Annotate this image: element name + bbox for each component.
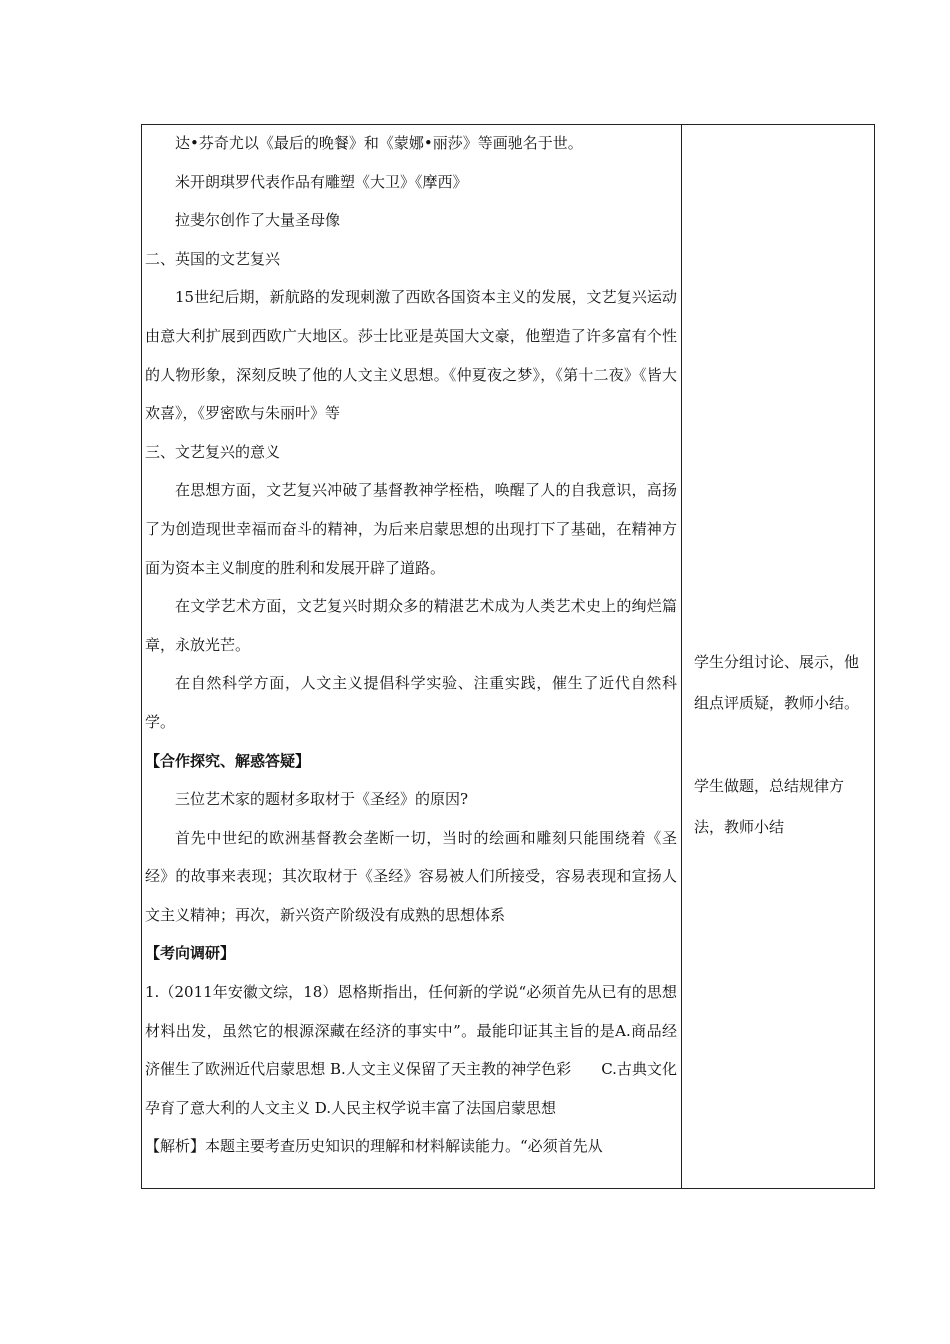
- paragraph-science: 在自然科学方面，人文主义提倡科学实验、注重实践，催生了近代自然科学。: [145, 674, 677, 731]
- paragraph-davinci: 达•芬奇尤以《最后的晚餐》和《蒙娜•丽莎》等画驰名于世。: [175, 134, 583, 152]
- heading-cooperative-inquiry: 【合作探究、解惑答疑】: [145, 751, 311, 770]
- paragraph-michelangelo: 米开朗琪罗代表作品有雕塑《大卫》《摩西》: [175, 172, 468, 191]
- content-column: [145, 124, 677, 1166]
- heading-exam-research: 【考向调研】: [145, 944, 236, 963]
- paragraph-answer: 首先中世纪的欧洲基督教会垄断一切，当时的绘画和雕刻只能围绕着《圣经》的故事来表现；其次取材于《圣经》容易被人们所接受，容易表现和宣扬人文主义精神；再次，新兴资产阶级没有成熟的思想体系: [145, 828, 677, 924]
- activity-note-discussion: 学生分组讨论、展示，他组点评质疑，教师小结。: [694, 653, 860, 712]
- activity-column: [694, 124, 870, 848]
- exam-question-1: 1.（2011年安徽文综，18）恩格斯指出，任何新的学说“必须首先从已有的思想材料出发，虽然它的根源深藏在经济的事实中”。最能印证其主旨的是A.商品经济催生了欧洲近代启蒙思想 B.人文主义保留了天主教的神学色彩 C.古典文化孕育了意大利的人文主义 D.人民主权学说丰富了法国启蒙思想: [145, 983, 677, 1117]
- paragraph-shakespeare: 15世纪后期，新航路的发现刺激了西欧各国资本主义的发展，文艺复兴运动由意大利扩展到西欧广大地区。莎士比亚是英国大文豪，他塑造了许多富有个性的人物形象，深刻反映了他的人文主义思想。《仲夏夜之梦》，《第十二夜》《皆大欢喜》，《罗密欧与朱丽叶》等: [145, 288, 677, 423]
- heading-renaissance-significance: 三、文艺复兴的意义: [145, 442, 281, 461]
- activity-note-exercise: 学生做题，总结规律方法，教师小结: [694, 777, 845, 836]
- paragraph-question: 三位艺术家的题材多取材于《圣经》的原因?: [175, 790, 469, 809]
- heading-england-renaissance: 二、英国的文艺复兴: [145, 249, 281, 268]
- paragraph-thought: 在思想方面，文艺复兴冲破了基督教神学桎梏，唤醒了人的自我意识，高扬了为创造现世幸福而奋斗的精神，为后来启蒙思想的出现打下了基础，在精神方面为资本主义制度的胜利和发展开辟了道路。: [145, 481, 677, 577]
- exam-analysis: 【解析】本题主要考查历史知识的理解和材料解读能力。“必须首先从: [145, 1137, 603, 1156]
- paragraph-arts: 在文学艺术方面，文艺复兴时期众多的精湛艺术成为人类艺术史上的绚烂篇章，永放光芒。: [145, 597, 677, 654]
- column-divider: [681, 124, 682, 1189]
- paragraph-raphael: 拉斐尔创作了大量圣母像: [175, 211, 341, 230]
